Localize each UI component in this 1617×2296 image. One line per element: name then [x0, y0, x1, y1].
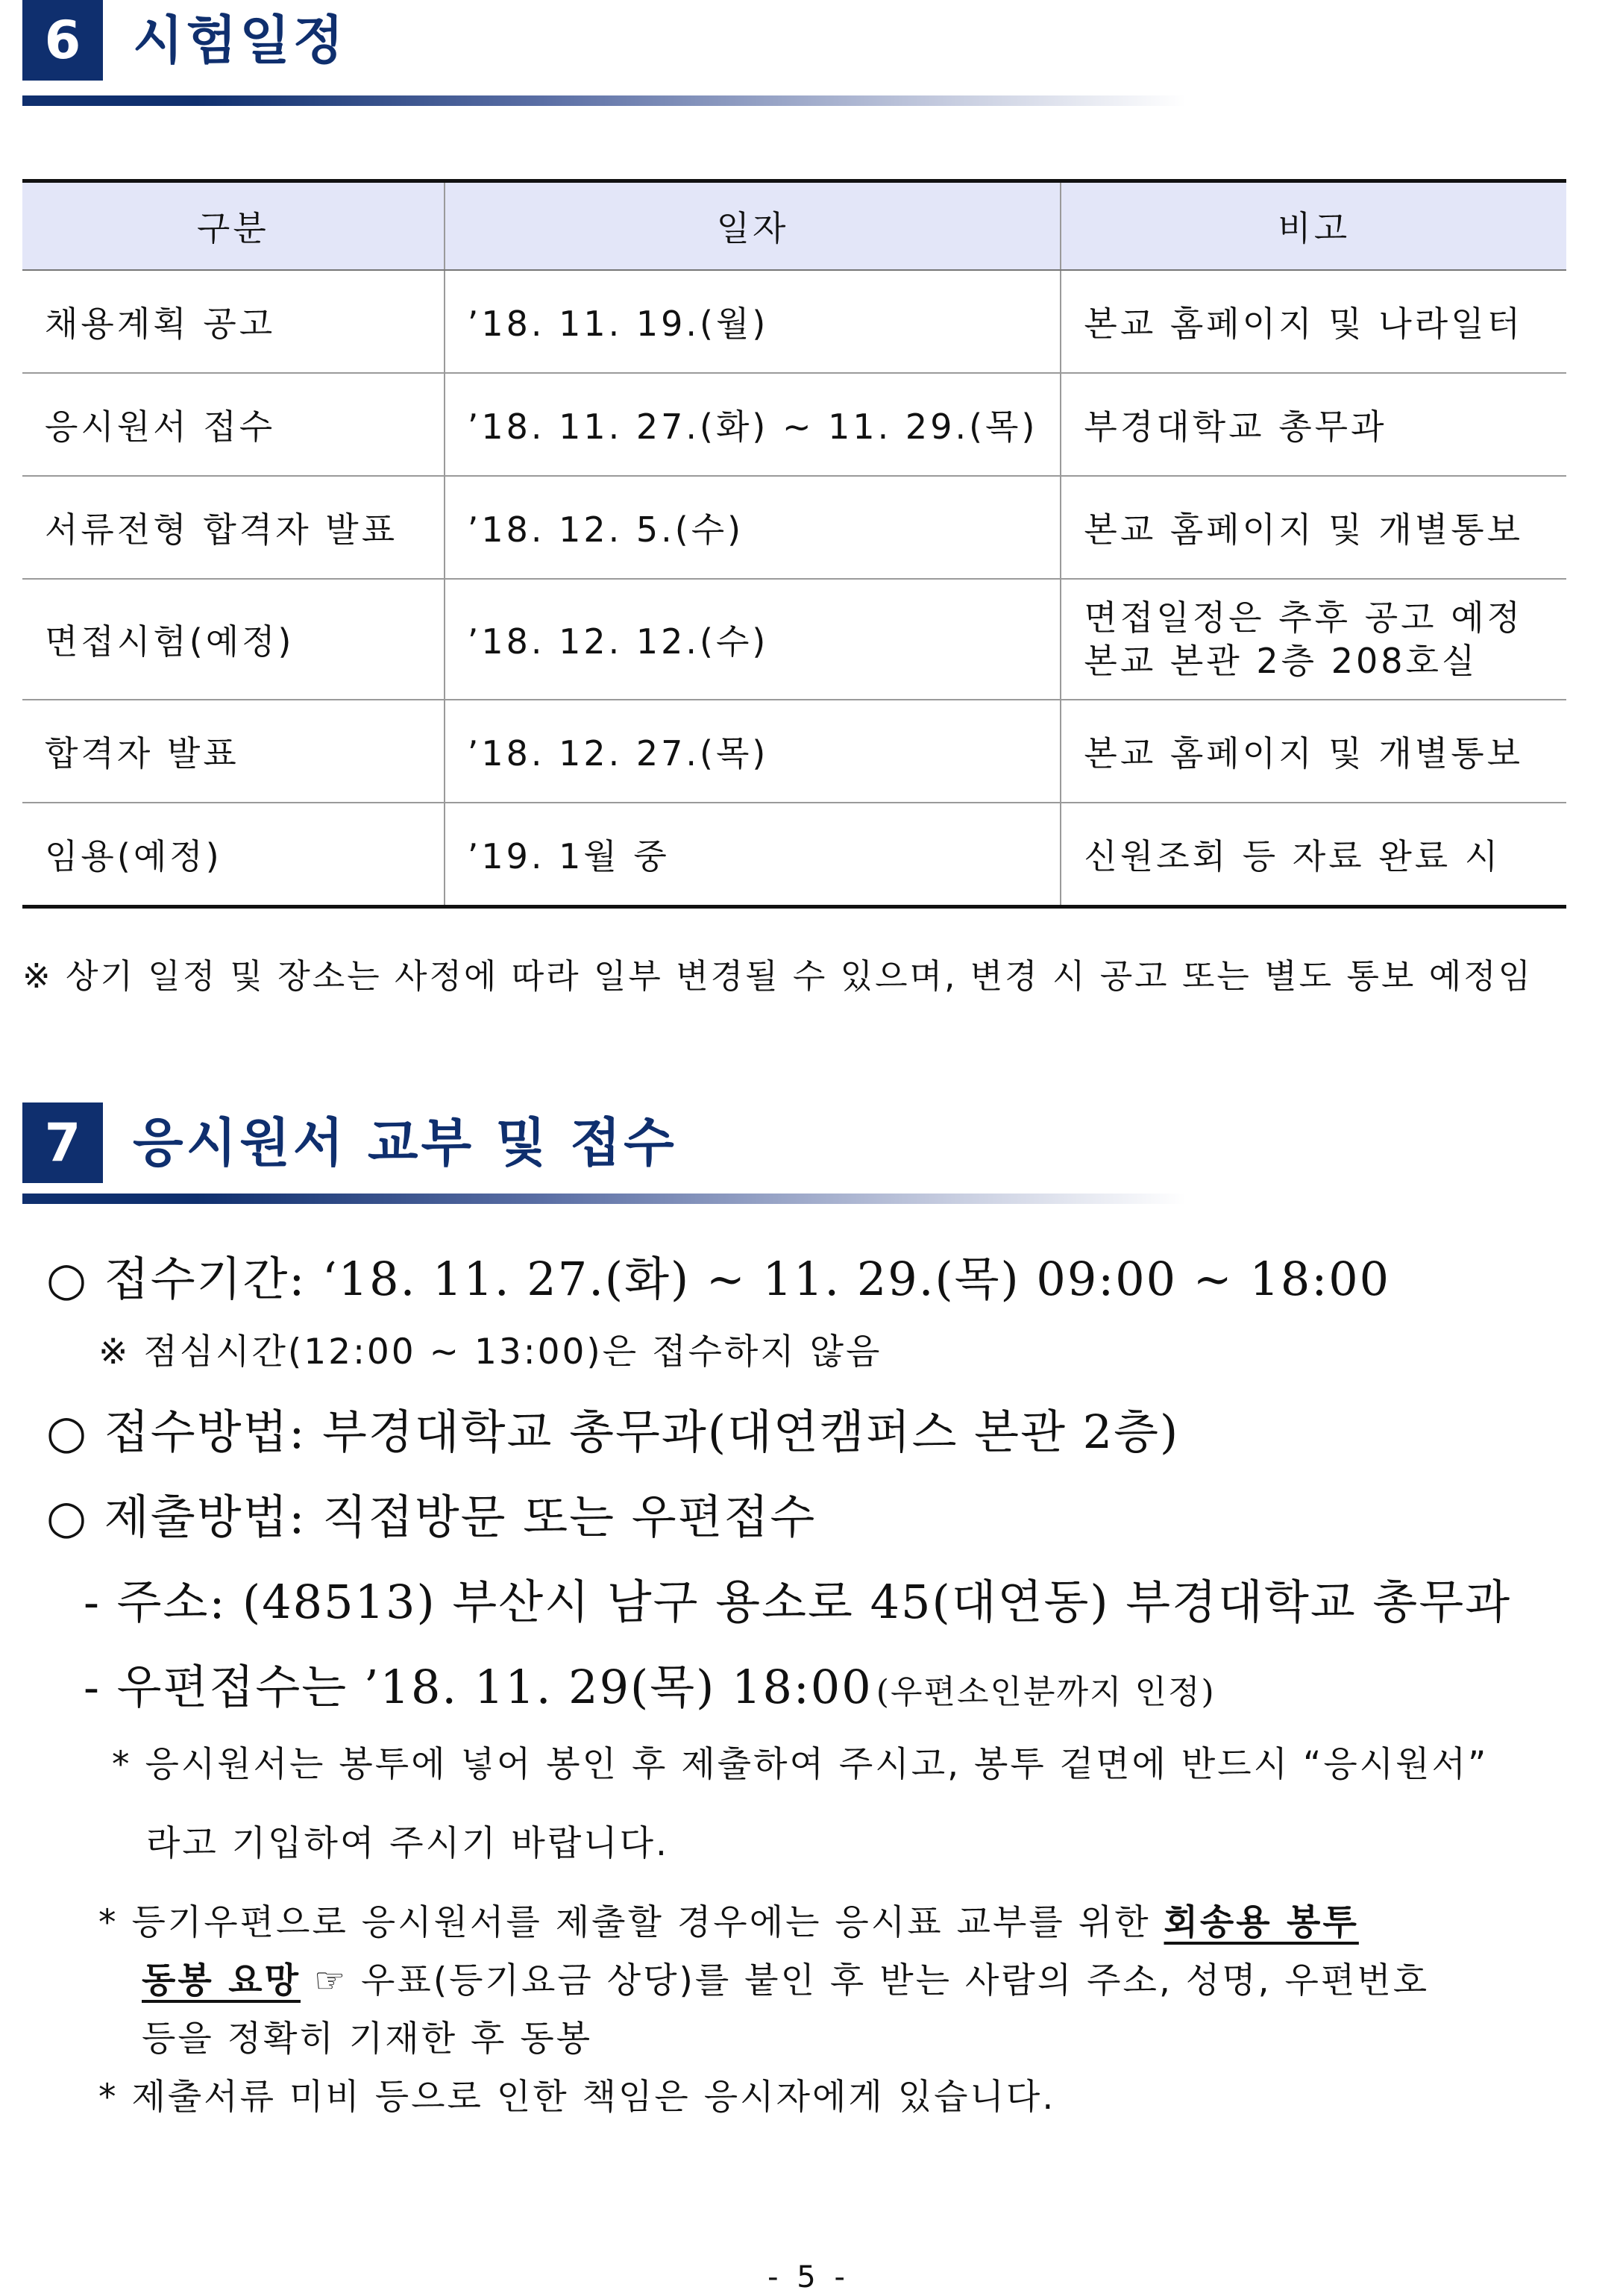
envelope-instruction-line1: * 응시원서는 봉투에 넣어 봉인 후 제출하여 주시고, 봉투 겉면에 반드시 “응시원서” [112, 1744, 1489, 1785]
row-date: ’19. 1월 중 [445, 803, 1061, 907]
section-6-header [22, 0, 1186, 112]
row-category: 응시원서 접수 [22, 373, 445, 476]
table-row [22, 476, 1566, 579]
enclose-request-emphasis: 동봉 요망 [142, 1960, 301, 2001]
row-note-line: 면접일정은 추후 공고 예정 [1084, 597, 1524, 638]
header-date: 일자 [445, 181, 1061, 271]
row-date: ’18. 11. 19.(월) [445, 270, 1061, 373]
row-date: ’18. 12. 12.(수) [445, 579, 1061, 700]
section-6-title: 시험일정 [133, 10, 347, 71]
row-note: 본교 홈페이지 및 개별통보 [1061, 476, 1566, 579]
section-6-rule [22, 95, 1186, 106]
registered-mail-line3: 등을 정확히 기재한 후 동봉 [142, 2019, 593, 2060]
table-row [22, 579, 1566, 700]
lunch-notice: ※ 점심시간(12:00 ~ 13:00)은 접수하지 않음 [98, 1332, 882, 1373]
registered-mail-rest: ☞ 우표(등기요금 상당)를 붙인 후 받는 사람의 주소, 성명, 우편번호 [313, 1960, 1430, 2001]
envelope-instruction-line2: 라고 기입하여 주시기 바랍니다. [146, 1823, 669, 1864]
table-row [22, 270, 1566, 373]
table-header-row [22, 181, 1566, 271]
postal-deadline-main: - 우편접수는 ’18. 11. 29(목) 18:00 [84, 1660, 873, 1714]
page-number: - 5 - [767, 2260, 850, 2295]
header-category: 구분 [22, 181, 445, 271]
section-7-title: 응시원서 교부 및 접수 [133, 1112, 677, 1173]
table-row [22, 373, 1566, 476]
row-note: 신원조회 등 자료 완료 시 [1061, 803, 1566, 907]
schedule-change-notice: ※ 상기 일정 및 장소는 사정에 따라 일부 변경될 수 있으며, 변경 시 공고 또는 별도 통보 예정임 [22, 956, 1533, 996]
application-period: ○ 접수기간: ‘18. 11. 27.(화) ~ 11. 29.(목) 09:00 ~ 18:00 [46, 1252, 1391, 1306]
row-category: 채용계획 공고 [22, 270, 445, 373]
row-note: 본교 홈페이지 및 나라일터 [1061, 270, 1566, 373]
row-category: 합격자 발표 [22, 700, 445, 803]
registered-mail-prefix: * 등기우편으로 응시원서를 제출할 경우에는 응시표 교부를 위한 [98, 1902, 1151, 1943]
section-7-number: 7 [22, 1102, 103, 1183]
row-category: 서류전형 합격자 발표 [22, 476, 445, 579]
registered-mail-line2 [142, 1953, 1429, 2003]
application-method: ○ 접수방법: 부경대학교 총무과(대연캠퍼스 본관 2층) [46, 1405, 1180, 1459]
row-category: 면접시험(예정) [22, 579, 445, 700]
submission-method: ○ 제출방법: 직접방문 또는 우편접수 [46, 1490, 817, 1544]
header-note: 비고 [1061, 181, 1566, 271]
row-note-line: 본교 본관 2층 208호실 [1084, 641, 1478, 681]
responsibility-notice: * 제출서류 미비 등으로 인한 책임은 응시자에게 있습니다. [98, 2077, 1056, 2118]
mailing-address: - 주소: (48513) 부산시 남구 용소로 45(대연동) 부경대학교 총무과 [84, 1575, 1512, 1629]
table-row [22, 803, 1566, 907]
return-envelope-emphasis: 회송용 봉투 [1164, 1902, 1359, 1943]
table-row [22, 700, 1566, 803]
postal-deadline [84, 1650, 1216, 1716]
row-date: ’18. 11. 27.(화) ~ 11. 29.(목) [445, 373, 1061, 476]
row-date: ’18. 12. 27.(목) [445, 700, 1061, 803]
row-category: 임용(예정) [22, 803, 445, 907]
row-note: 부경대학교 총무과 [1061, 373, 1566, 476]
section-6-number: 6 [22, 0, 103, 81]
row-note [1061, 579, 1566, 700]
registered-mail-line1 [98, 1895, 1359, 1945]
row-note: 본교 홈페이지 및 개별통보 [1061, 700, 1566, 803]
postal-deadline-paren: (우편소인분까지 인정) [876, 1673, 1216, 1711]
row-date: ’18. 12. 5.(수) [445, 476, 1061, 579]
section-7-header [22, 1102, 1186, 1214]
section-7-rule [22, 1194, 1186, 1204]
exam-schedule-table [22, 179, 1566, 909]
